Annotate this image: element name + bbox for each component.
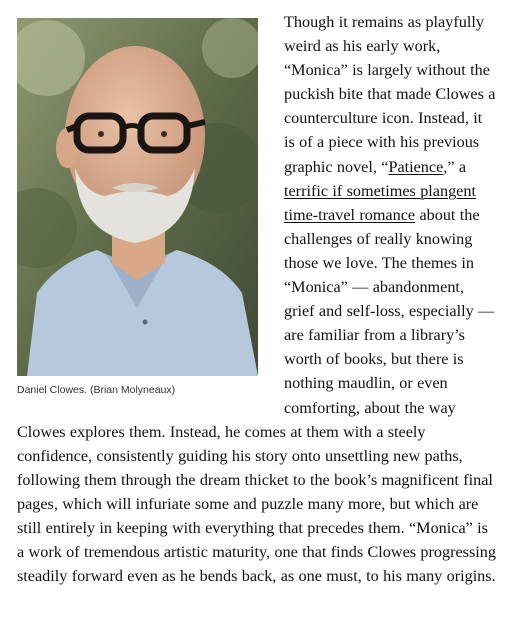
author-photo xyxy=(17,18,258,376)
paragraph-text-2: ,” a xyxy=(443,157,467,176)
photo-caption: Daniel Clowes. (Brian Molyneaux) xyxy=(17,384,176,396)
paragraph-text-1: Though it remains as playfully weird as his early work, “Monica” is largely without the puckish bite that made Clowes a counterculture icon. Instead, it is of a piece with his previous graphic novel, “ xyxy=(284,13,496,176)
article-body xyxy=(17,10,497,588)
paragraph-text-3: about the challenges of really knowing those we love. The themes in “Monica” — abandonment, grief and self-loss, especially — are familiar from a library’s worth of books, but there is nothing maudlin, or even comforting, about the way Clowes explores them. Instead, he comes at them with a steely confidence, consistently guiding his story onto unsettling new paths, following them through the dream thicket to the book’s magnificent final pages, which will infuriate some and puzzle many more, but which are still entirely in keeping with everything that precedes them. “Monica” is a work of tremendous artistic maturity, one that finds Clowes progressing steadily forward even as he bends back, as one must, to his many origins. xyxy=(17,205,496,586)
time-travel-romance-link[interactable]: terrific if sometimes plangent time-travel romance xyxy=(284,181,476,224)
patience-link[interactable]: Patience xyxy=(388,157,444,176)
author-figure xyxy=(17,18,258,397)
